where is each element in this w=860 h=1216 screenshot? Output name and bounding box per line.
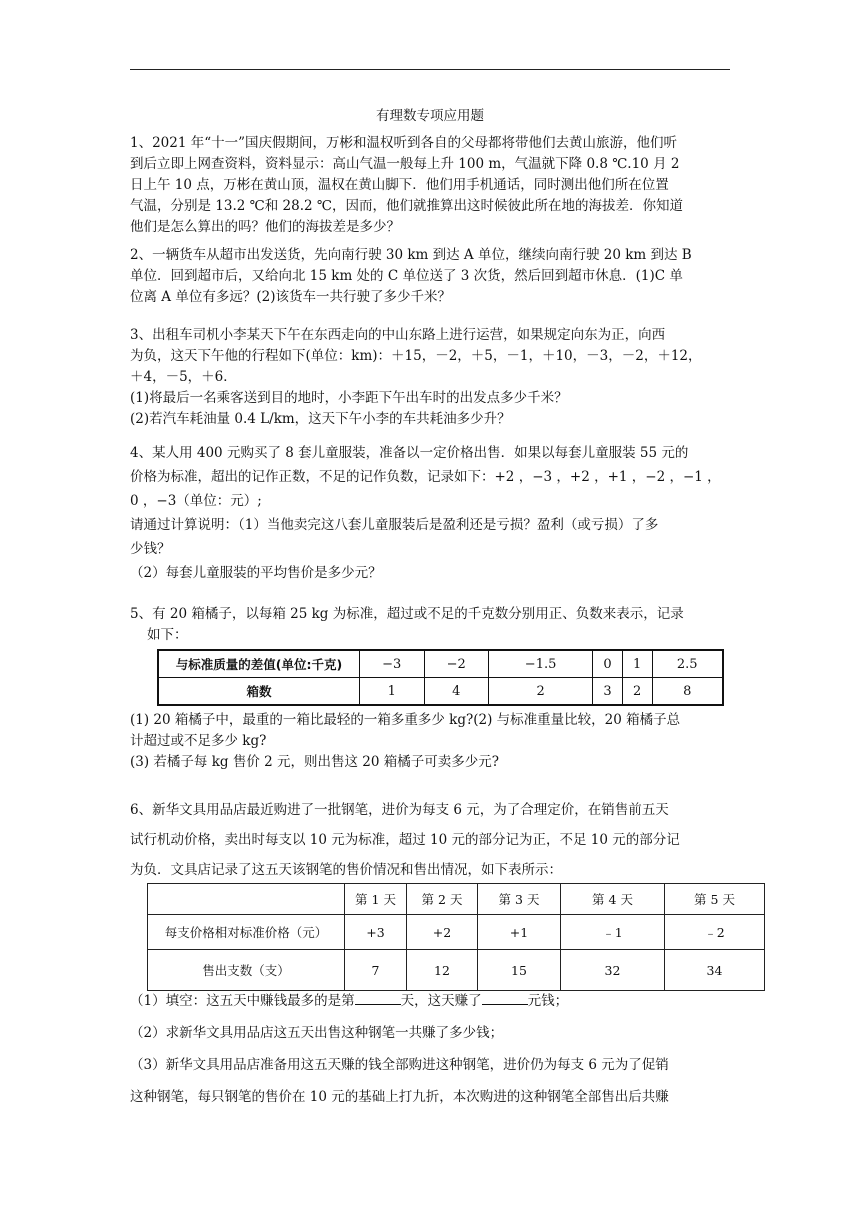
q4-line: 价格为标准，超出的记作正数，不足的记作负数，记录如下：+2 ，−3 ，+2 ，+1 ，−2 ，−1 ，	[130, 469, 721, 485]
q3-line: (1)将最后一名乘客送到目的地时，小李距下午出车时的出发点多少千米？	[130, 390, 568, 406]
question-6-subquestions	[130, 985, 730, 1113]
answer-blank[interactable]	[355, 990, 401, 1005]
table-cell: ﹣1	[561, 915, 665, 950]
table-cell: 12	[407, 950, 478, 991]
table-header-cell: 与标准质量的差值(单位:千克)	[158, 650, 360, 678]
table-cell: −3	[360, 650, 425, 678]
table-cell: 2	[489, 678, 593, 706]
q1-line: 他们是怎么算出的吗？他们的海拔差是多少？	[130, 219, 400, 235]
header-rule	[130, 69, 730, 70]
q6-line: 6、新华文具用品店最近购进了一批钢笔，进价为每支 6 元，为了合理定价，在销售前五天	[130, 802, 669, 818]
question-5	[130, 604, 730, 646]
question-1	[130, 133, 730, 238]
table-cell: 8	[652, 678, 723, 706]
fill-text: 天，这天赚了	[400, 993, 482, 1009]
question-5-subquestions	[130, 710, 730, 773]
table-cell: 2	[622, 678, 652, 706]
fill-text: （1）填空：这五天中赚钱最多的是第	[130, 993, 355, 1009]
table-cell: 34	[665, 950, 765, 991]
page-title: 有理数专项应用题	[376, 108, 484, 124]
table-cell: 4	[424, 678, 489, 706]
question-2	[130, 245, 730, 308]
table-cell: −2	[424, 650, 489, 678]
q1-line: 1、2021 年“十一”国庆假期间，万彬和温权听到各自的父母都将带他们去黄山旅游，他们听	[130, 135, 678, 151]
table-row	[148, 915, 765, 950]
q3-line: ＋4，－5，＋6．	[130, 369, 237, 385]
table-cell: 7	[345, 950, 407, 991]
table-cell: 32	[561, 950, 665, 991]
q3-line: 3、出租车司机小李某天下午在东西走向的中山东路上进行运营，如果规定向东为正，向西	[130, 327, 666, 343]
q6-line: （3）新华文具用品店准备用这五天赚的钱全部购进这种钢笔，进价仍为每支 6 元为了促销	[130, 1057, 669, 1073]
q6-line: 为负．文具店记录了这五天该钢笔的售价情况和售出情况，如下表所示：	[130, 862, 562, 878]
q4-line: 少钱？	[130, 541, 171, 557]
table-header-cell: 第 2 天	[407, 884, 478, 915]
q2-line: 2、一辆货车从超市出发送货，先向南行驶 30 km 到达 A 单位，继续向南行驶 20 km 到达 B	[130, 247, 692, 263]
q6-line: （2）求新华文具用品店这五天出售这种钢笔一共赚了多少钱；	[130, 1025, 504, 1041]
fill-text: 元钱；	[527, 993, 569, 1009]
q1-line: 日上午 10 点，万彬在黄山顶，温权在黄山脚下．他们用手机通话，同时测出他们所在位置	[130, 177, 669, 193]
question-3	[130, 325, 730, 430]
table-row	[158, 678, 723, 706]
table-header-cell: 第 1 天	[345, 884, 407, 915]
table-row	[158, 650, 723, 678]
q2-line: 单位．回到超市后，又给向北 15 km 处的 C 单位送了 3 次货，然后回到超市休息．(1)C 单	[130, 268, 683, 284]
q4-line: 请通过计算说明：（1）当他卖完这八套儿童服装后是盈利还是亏损？盈利（或亏损）了多	[130, 517, 659, 533]
orange-weight-table	[157, 649, 724, 706]
pen-sales-table	[147, 883, 765, 991]
table-row	[148, 884, 765, 915]
question-4	[130, 441, 730, 585]
table-cell: 15	[478, 950, 561, 991]
table-cell: +3	[345, 915, 407, 950]
q1-line: 气温，分别是 13.2 ℃和 28.2 ℃，因而，他们就推算出这时候彼此所在地的海拔差．你知道	[130, 198, 683, 214]
q5-line: (1) 20 箱橘子中，最重的一箱比最轻的一箱多重多少 kg?(2) 与标准重量比较，20 箱橘子总	[130, 712, 681, 728]
table-header-cell: 第 4 天	[561, 884, 665, 915]
q6-fill-line	[130, 985, 730, 1017]
q6-line: 这种钢笔，每只钢笔的售价在 10 元的基础上打九折，本次购进的这种钢笔全部售出后共赚	[130, 1089, 669, 1105]
table-cell: +2	[407, 915, 478, 950]
q1-line: 到后立即上网查资料，资料显示：高山气温一般每上升 100 m，气温就下降 0.8 ℃.10 月 2	[130, 156, 680, 172]
table-cell: 1	[622, 650, 652, 678]
table-corner-cell	[148, 884, 345, 915]
table-cell: 2.5	[652, 650, 723, 678]
q6-line: 试行机动价格，卖出时每支以 10 元为标准，超过 10 元的部分记为正，不足 10 元的部分记	[130, 832, 680, 848]
q3-line: (2)若汽车耗油量 0.4 L/km，这天下午小李的车共耗油多少升？	[130, 411, 511, 427]
q5-line: 计超过或不足多少 kg?	[130, 733, 267, 749]
q4-line: 0 ，−3（单位：元）;	[130, 493, 262, 509]
q3-line: 为负，这天下午他的行程如下(单位：km)：＋15，－2，＋5，－1，＋10，－3，－2，＋12，	[130, 348, 702, 364]
table-cell: 0	[593, 650, 623, 678]
answer-blank[interactable]	[482, 990, 528, 1005]
table-cell: −1.5	[489, 650, 593, 678]
table-cell: ﹣2	[665, 915, 765, 950]
table-header-cell: 箱数	[158, 678, 360, 706]
table-header-cell: 第 5 天	[665, 884, 765, 915]
q4-line: （2）每套儿童服装的平均售价是多少元？	[130, 565, 382, 581]
q4-line: 4、某人用 400 元购买了 8 套儿童服装，准备以一定价格出售．如果以每套儿童服装 55 元的	[130, 445, 689, 461]
table-cell: 1	[360, 678, 425, 706]
q5-line: 5、有 20 箱橘子，以每箱 25 kg 为标准，超过或不足的千克数分别用正、负数来表示，记录	[130, 606, 684, 622]
table-header-cell: 售出支数（支）	[148, 950, 345, 991]
table-cell: +1	[478, 915, 561, 950]
q5-line: (3) 若橘子每 kg 售价 2 元，则出售这 20 箱橘子可卖多少元?	[130, 754, 499, 770]
table-header-cell: 第 3 天	[478, 884, 561, 915]
q5-line: 如下：	[147, 627, 188, 643]
table-cell: 3	[593, 678, 623, 706]
q2-line: 位离 A 单位有多远？(2)该货车一共行驶了多少千米？	[130, 289, 451, 305]
question-6	[130, 795, 730, 885]
table-header-cell: 每支价格相对标准价格（元）	[148, 915, 345, 950]
